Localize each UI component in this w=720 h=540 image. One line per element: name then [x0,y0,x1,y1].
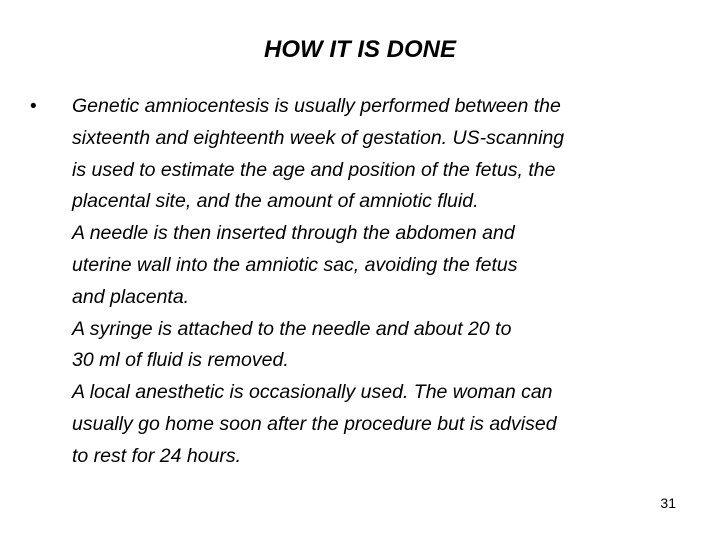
text-line: usually go home soon after the procedure but is advised [72,412,557,435]
text-line: uterine wall into the amniotic sac, avoiding the fetus [72,253,518,276]
text-line: Genetic amniocentesis is usually performed between the [72,95,561,117]
text-line: is used to estimate the age and position of the fetus, the [72,158,556,181]
text-line: placental site, and the amount of amniotic fluid. [72,190,479,213]
page-number: 31 [660,495,676,511]
text-line: to rest for 24 hours. [72,444,242,467]
text-line: A syringe is attached to the needle and about 20 to [72,317,512,340]
text-line: sixteenth and eighteenth week of gestation. US-scanning [72,126,565,149]
text-line: A local anesthetic is occasionally used. The woman can [72,381,553,404]
text-line: 30 ml of fluid is removed. [72,349,289,372]
text-line: and placenta. [72,285,190,308]
text-line: A needle is then inserted through the abdomen and [72,222,515,245]
bullet-icon: • [30,96,37,117]
slide-title: HOW IT IS DONE [264,36,456,63]
bullet-text [72,91,692,473]
